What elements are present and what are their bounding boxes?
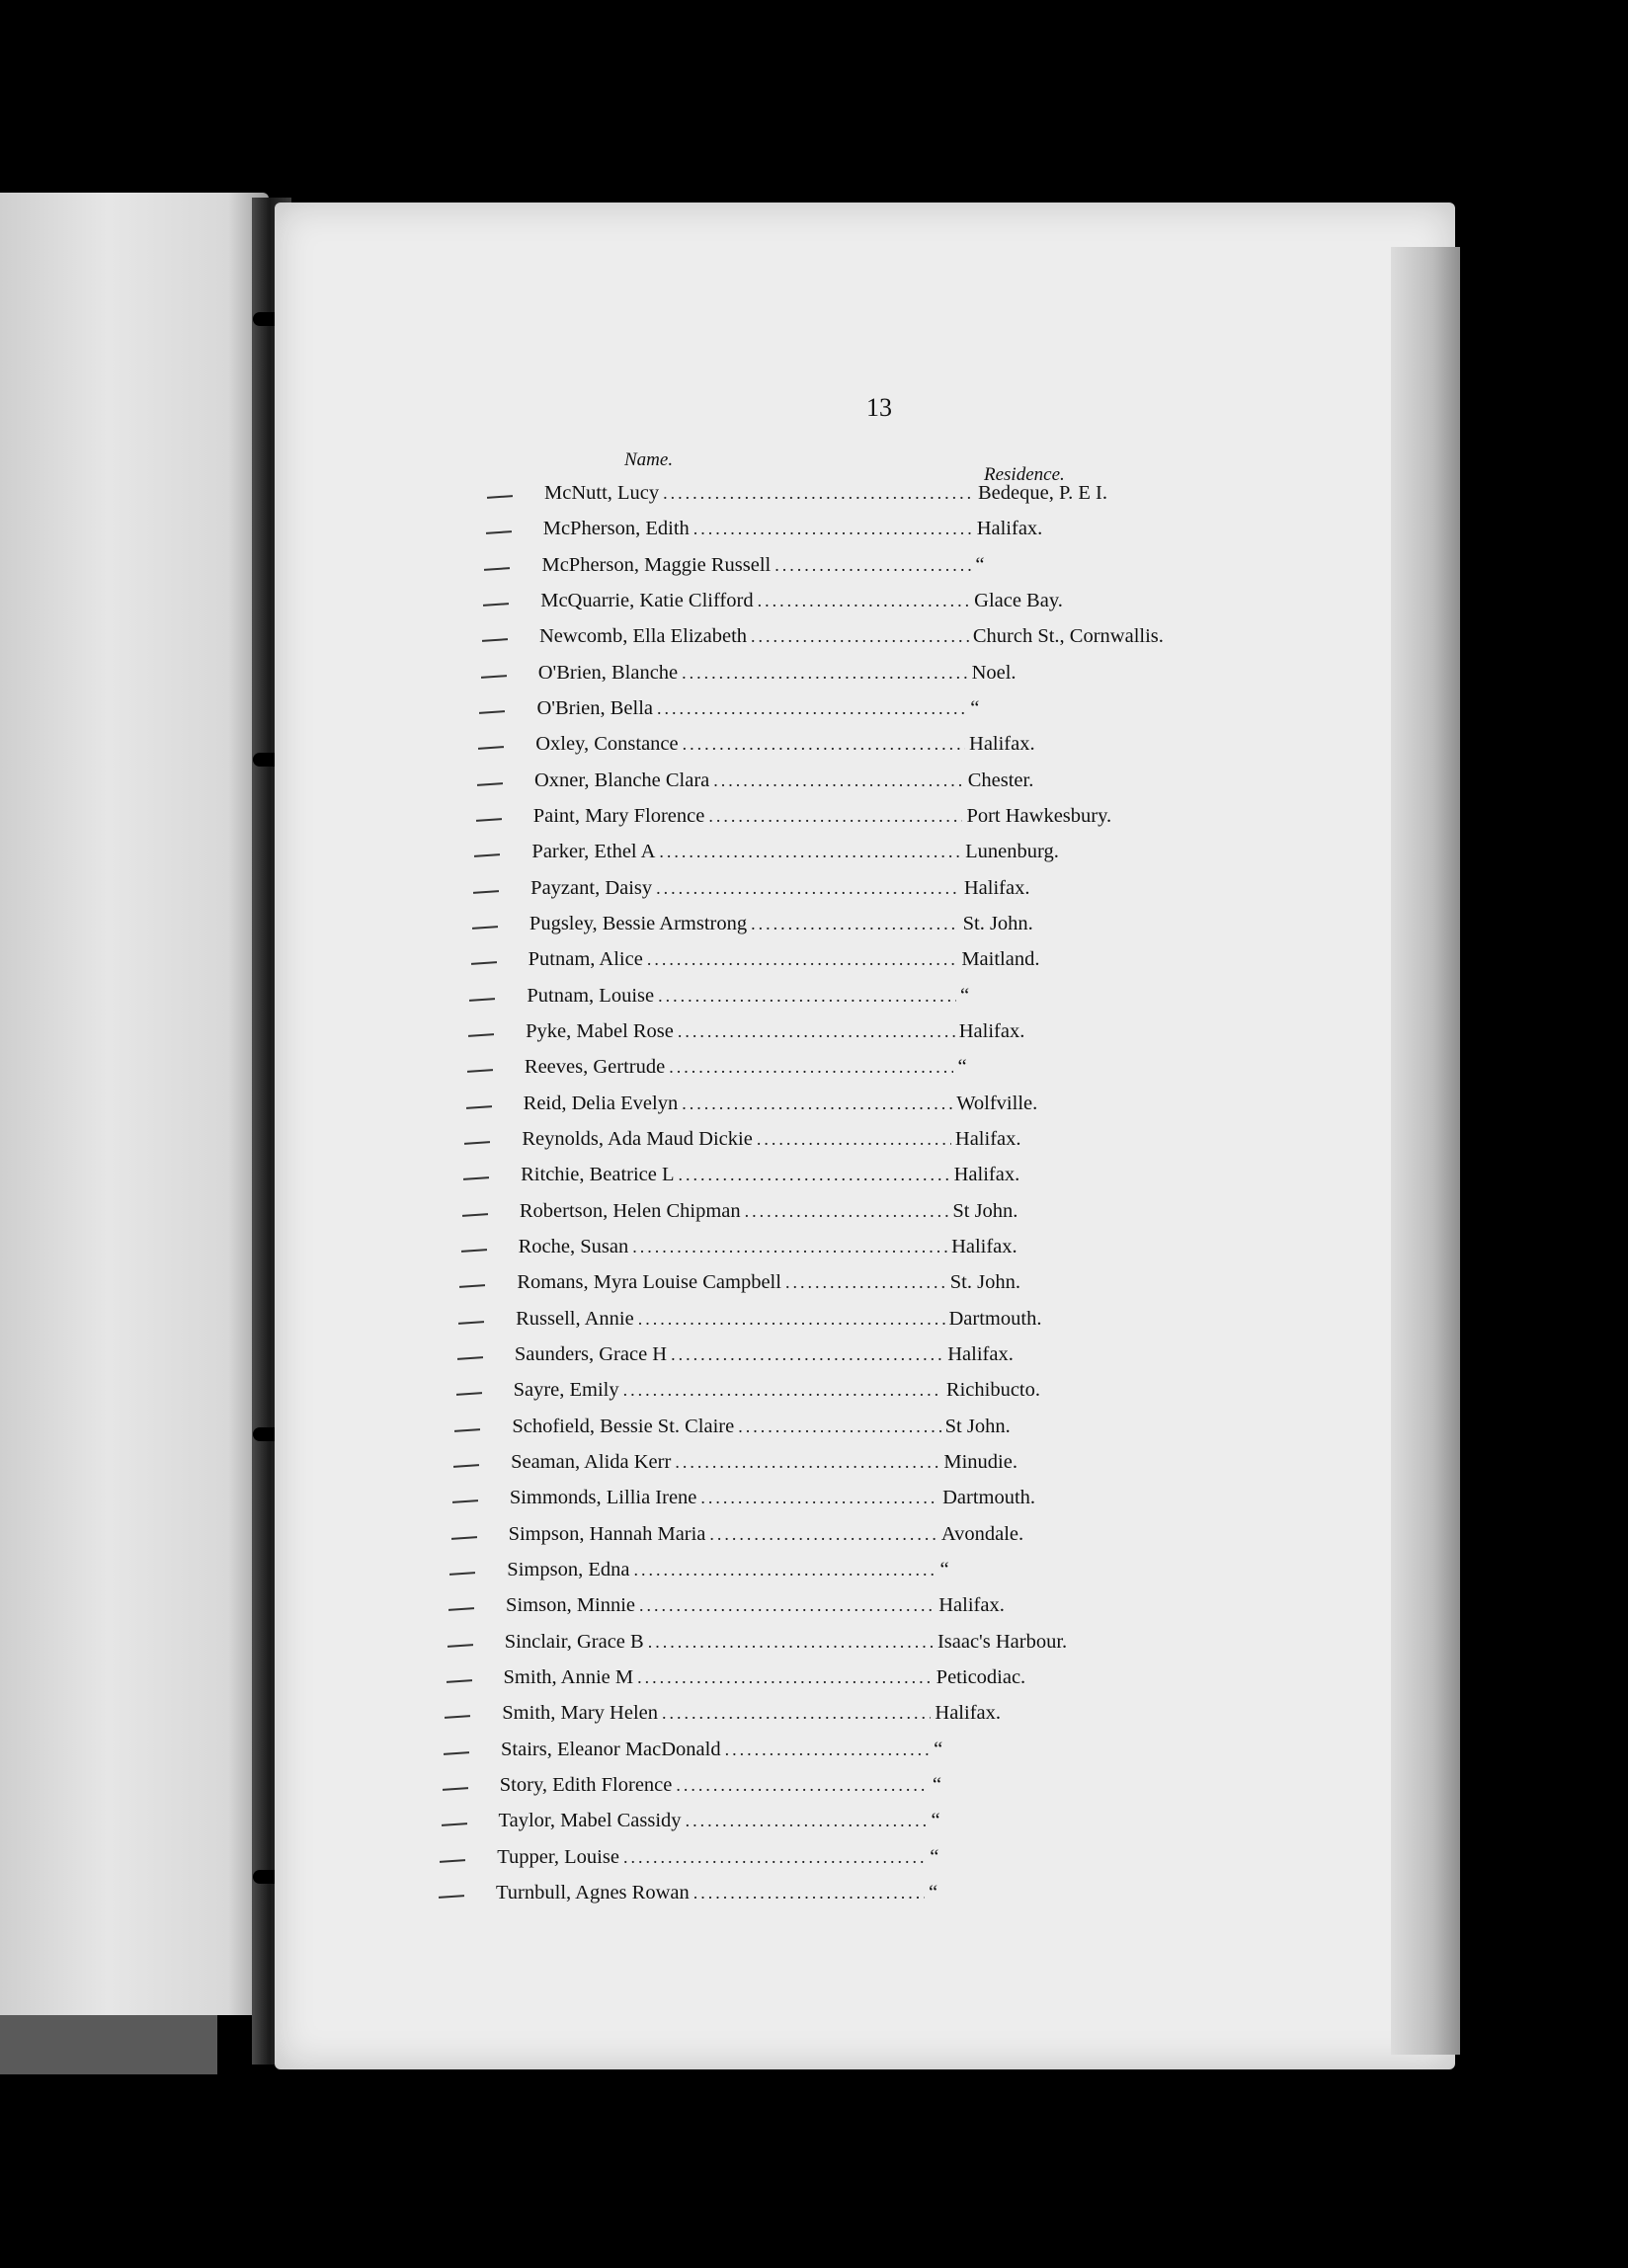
register-entry	[529, 913, 1260, 946]
entry-name: Simpson, Edna	[507, 1559, 630, 1580]
margin-tick-mark	[443, 1787, 468, 1791]
entry-name: McQuarrie, Katie Clifford	[540, 590, 754, 611]
entry-residence: Noel.	[971, 661, 1017, 684]
entry-residence: Halifax.	[935, 1702, 1002, 1725]
register-entry	[511, 1451, 1240, 1485]
margin-tick-mark	[467, 1069, 493, 1073]
register-entry	[510, 1487, 1239, 1520]
entry-name: Smith, Mary Helen	[502, 1702, 658, 1725]
entry-name: Taylor, Mabel Cassidy	[498, 1810, 682, 1832]
register-entry	[517, 1271, 1246, 1305]
entry-name: Paint, Mary Florence	[532, 805, 705, 827]
margin-tick-mark	[466, 1105, 492, 1109]
dot-leader	[758, 591, 971, 611]
margin-tick-mark	[476, 818, 502, 822]
margin-tick-mark	[453, 1464, 479, 1468]
dot-leader	[659, 842, 961, 862]
entry-residence: Glace Bay.	[974, 590, 1063, 611]
register-entry	[541, 554, 1271, 588]
entry-residence: “	[957, 1056, 967, 1079]
dot-leader	[700, 1488, 938, 1508]
register-entry	[515, 1343, 1244, 1377]
register-entry	[526, 1020, 1256, 1054]
margin-tick-mark	[462, 1213, 488, 1217]
entry-name: Reynolds, Ada Maud Dickie	[522, 1128, 753, 1150]
dot-leader	[725, 1740, 931, 1760]
entry-name: McPherson, Edith	[542, 518, 690, 540]
entry-name: Story, Edith Florence	[499, 1774, 673, 1796]
margin-tick-mark	[468, 1033, 494, 1037]
register-entry	[509, 1523, 1238, 1557]
register-entry	[530, 877, 1261, 911]
entry-residence: “	[932, 1774, 941, 1796]
entry-residence: St John.	[944, 1415, 1011, 1437]
margin-tick-mark	[446, 1679, 471, 1683]
margin-tick-mark	[473, 890, 499, 894]
dot-leader	[709, 1524, 936, 1545]
margin-tick-mark	[479, 710, 505, 714]
entry-residence: “	[960, 984, 970, 1007]
margin-tick-mark	[459, 1284, 485, 1288]
dot-leader	[676, 1775, 928, 1796]
entry-name: Saunders, Grace H	[514, 1343, 668, 1365]
register-entry	[522, 1128, 1252, 1162]
margin-tick-mark	[456, 1392, 482, 1396]
dot-leader	[647, 949, 958, 970]
dot-leader	[774, 555, 971, 576]
entry-residence: Dartmouth.	[948, 1307, 1042, 1330]
entry-name: Parker, Ethel A	[531, 841, 656, 863]
entry-name: Sayre, Emily	[513, 1379, 619, 1402]
entry-name: Turnbull, Agnes Rowan	[496, 1882, 690, 1904]
margin-tick-mark	[445, 1715, 470, 1719]
page-number: 13	[866, 393, 892, 422]
entry-name: O'Brien, Blanche	[537, 661, 679, 684]
register-entry	[527, 985, 1257, 1018]
register-entry	[504, 1666, 1233, 1700]
margin-tick-mark	[448, 1607, 474, 1611]
entry-residence: Halifax.	[954, 1128, 1021, 1150]
entry-residence: Halifax.	[947, 1343, 1014, 1365]
dot-leader	[708, 806, 962, 827]
entry-residence: “	[934, 1738, 943, 1760]
dot-leader	[738, 1417, 940, 1437]
entry-residence: Halifax.	[953, 1164, 1020, 1186]
entry-name: Robertson, Helen Chipman	[519, 1199, 741, 1222]
dot-leader	[686, 1811, 928, 1831]
register-entry	[538, 662, 1268, 695]
dot-leader	[662, 1703, 931, 1724]
entry-name: Newcomb, Ella Elizabeth	[538, 625, 748, 648]
entry-name: Simpson, Hannah Maria	[508, 1522, 706, 1545]
entry-residence: Wolfville.	[956, 1092, 1038, 1114]
dot-leader	[656, 878, 960, 899]
margin-tick-mark	[482, 638, 508, 642]
margin-tick-mark	[444, 1751, 469, 1755]
entry-residence: St. John.	[962, 913, 1033, 934]
dot-leader	[639, 1595, 935, 1616]
dot-leader	[675, 1452, 939, 1473]
entry-name: Oxner, Blanche Clara	[533, 769, 710, 791]
margin-tick-mark	[439, 1895, 464, 1899]
dot-leader	[683, 734, 965, 755]
margin-tick-mark	[441, 1822, 466, 1826]
register-entry	[506, 1594, 1235, 1628]
margin-tick-mark	[451, 1536, 477, 1540]
dot-leader	[713, 770, 963, 791]
register-entry	[540, 590, 1270, 623]
entry-residence: Dartmouth.	[942, 1487, 1036, 1509]
entry-residence: Halifax.	[951, 1236, 1018, 1257]
register-entry	[516, 1308, 1245, 1341]
dot-leader	[638, 1309, 945, 1330]
entry-residence: Maitland.	[961, 948, 1040, 971]
margin-tick-mark	[440, 1859, 465, 1863]
entry-residence: Church St., Cornwallis.	[972, 625, 1164, 648]
entry-name: McNutt, Lucy	[544, 482, 660, 504]
entry-residence: “	[970, 697, 980, 719]
entry-name: Tupper, Louise	[497, 1845, 619, 1868]
entry-name: Pugsley, Bessie Armstrong	[529, 913, 748, 934]
register-entry	[505, 1631, 1234, 1664]
entry-name: Ritchie, Beatrice L	[521, 1164, 675, 1186]
entry-name: Romans, Myra Louise Campbell	[517, 1271, 781, 1294]
dot-leader	[693, 519, 973, 539]
entry-residence: Minudie.	[943, 1451, 1018, 1473]
dot-leader	[623, 1847, 926, 1868]
entry-residence: Richibucto.	[945, 1379, 1041, 1402]
dot-leader	[745, 1201, 949, 1222]
entry-name: Putnam, Louise	[527, 984, 655, 1007]
dot-leader	[751, 914, 959, 934]
entry-residence: St. John.	[949, 1271, 1020, 1294]
register-entry	[502, 1702, 1231, 1736]
entry-name: Putnam, Alice	[528, 948, 643, 971]
name-column-header: Name.	[624, 449, 674, 470]
register-entry	[519, 1236, 1248, 1269]
entry-residence: Chester.	[967, 769, 1034, 791]
register-entry	[544, 482, 1274, 516]
dot-leader	[663, 483, 974, 504]
entry-name: Reid, Delia Evelyn	[523, 1092, 679, 1114]
register-entry	[525, 1056, 1255, 1090]
entry-residence: “	[975, 553, 985, 576]
margin-tick-mark	[461, 1249, 487, 1253]
entry-residence: Halifax.	[958, 1020, 1025, 1042]
margin-tick-mark	[452, 1499, 478, 1503]
margin-tick-mark	[457, 1356, 483, 1360]
entry-residence: “	[931, 1810, 940, 1832]
entry-name: Pyke, Mabel Rose	[526, 1020, 674, 1042]
register-entry	[500, 1774, 1229, 1808]
entry-name: McPherson, Maggie Russell	[541, 553, 772, 576]
entry-residence: “	[939, 1559, 949, 1580]
entry-name: Simmonds, Lillia Irene	[509, 1487, 697, 1509]
dot-leader	[679, 1165, 950, 1185]
entry-name: Payzant, Daisy	[530, 876, 653, 899]
dot-leader	[751, 626, 969, 647]
entry-residence: Port Hawkesbury.	[966, 805, 1112, 827]
entry-name: Oxley, Constance	[535, 733, 679, 756]
margin-tick-mark	[481, 675, 507, 679]
entry-residence: “	[929, 1882, 938, 1904]
dot-leader	[637, 1667, 933, 1688]
entry-residence: Halifax.	[938, 1594, 1005, 1617]
margin-tick-mark	[463, 1176, 489, 1180]
register-entry	[529, 948, 1259, 982]
entry-name: Reeves, Gertrude	[524, 1056, 666, 1079]
register-entry	[534, 770, 1264, 803]
margin-tick-mark	[464, 1141, 490, 1145]
register-entry	[536, 697, 1266, 731]
margin-tick-mark	[454, 1428, 480, 1432]
register-entry	[531, 841, 1262, 874]
entry-name: Simson, Minnie	[506, 1594, 636, 1617]
entry-residence: St John.	[952, 1199, 1018, 1222]
dot-leader	[682, 663, 967, 684]
dot-leader	[669, 1057, 953, 1078]
dot-leader	[648, 1632, 934, 1653]
register-entry	[496, 1882, 1225, 1915]
register-entry	[501, 1739, 1230, 1772]
dot-leader	[785, 1272, 946, 1293]
entry-residence: Bedeque, P. E I.	[978, 482, 1107, 504]
register-entry	[535, 733, 1265, 767]
register-entry	[524, 1093, 1254, 1126]
dot-leader	[682, 1094, 952, 1114]
margin-tick-mark	[484, 567, 510, 571]
margin-tick-mark	[472, 926, 498, 930]
margin-tick-mark	[469, 998, 495, 1002]
margin-tick-mark	[471, 961, 497, 965]
entry-residence: Halifax.	[963, 876, 1030, 899]
entry-name: O'Brien, Bella	[536, 697, 654, 719]
register-entry	[507, 1559, 1236, 1592]
dot-leader	[633, 1560, 936, 1580]
dot-leader	[632, 1237, 947, 1257]
entry-name: Roche, Susan	[518, 1236, 629, 1257]
margin-tick-mark	[478, 746, 504, 750]
register-entry	[497, 1846, 1226, 1880]
register-entry	[543, 518, 1273, 551]
entry-residence: Halifax.	[976, 518, 1043, 540]
entry-name: Smith, Annie M	[503, 1666, 634, 1688]
register-entry	[499, 1810, 1228, 1843]
margin-tick-mark	[448, 1644, 473, 1648]
margin-tick-mark	[474, 853, 500, 857]
residence-column-header: Residence.	[984, 464, 1065, 485]
margin-tick-mark	[486, 530, 512, 534]
dot-leader	[671, 1344, 943, 1365]
entry-residence: Avondale.	[940, 1522, 1024, 1545]
margin-tick-mark	[477, 782, 503, 786]
entry-name: Seaman, Alida Kerr	[511, 1451, 672, 1473]
register-entry	[521, 1164, 1251, 1197]
entry-residence: Isaac's Harbour.	[936, 1630, 1068, 1653]
register-entry	[514, 1379, 1243, 1413]
margin-tick-mark	[449, 1572, 475, 1576]
margin-tick-mark	[483, 603, 509, 607]
entry-name: Sinclair, Grace B	[504, 1630, 644, 1653]
margin-tick-mark	[487, 495, 513, 499]
dot-leader	[657, 698, 966, 719]
margin-tick-mark	[458, 1321, 484, 1325]
entry-name: Schofield, Bessie St. Claire	[512, 1415, 735, 1437]
register-entry	[520, 1200, 1249, 1234]
entry-residence: Lunenburg.	[965, 841, 1059, 863]
entry-name: Stairs, Eleanor MacDonald	[501, 1738, 721, 1760]
register-entry	[533, 805, 1263, 839]
register-entry	[512, 1416, 1241, 1449]
dot-leader	[757, 1129, 951, 1150]
dot-leader	[693, 1883, 925, 1904]
dot-leader	[623, 1380, 942, 1401]
entry-residence: Peticodiac.	[936, 1666, 1026, 1688]
entry-name: Russell, Annie	[516, 1307, 634, 1330]
entry-residence: Halifax.	[969, 733, 1035, 756]
dot-leader	[678, 1021, 955, 1042]
register-entry	[539, 625, 1269, 659]
entry-residence: “	[930, 1845, 939, 1868]
dot-leader	[658, 986, 956, 1007]
